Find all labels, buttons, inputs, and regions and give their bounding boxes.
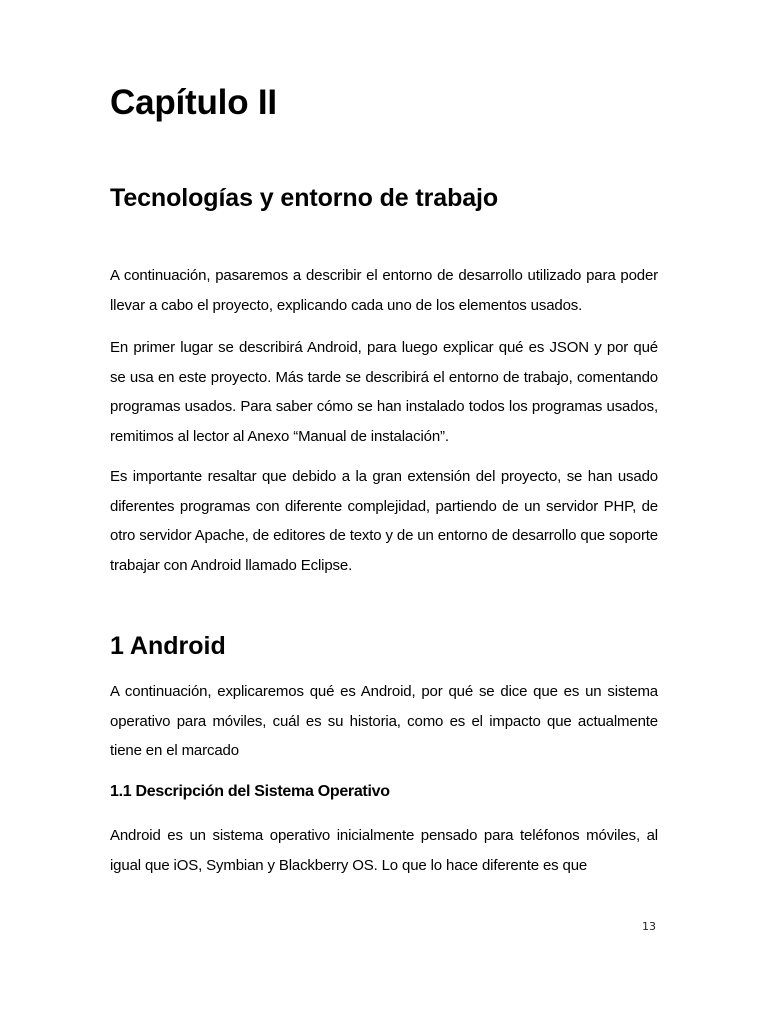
chapter-title: Capítulo II	[110, 83, 277, 122]
tools-paragraph: Es importante resaltar que debido a la gran extensión del proyecto, se han usado diferentes programas con diferente complejidad, partiendo de un servidor PHP, de otro servidor Apache, de editores de texto y de un entorno de desarrollo que soporte trabajar con Android llamado Eclipse.	[110, 468, 658, 574]
os-description-paragraph: Android es un sistema operativo inicialmente pensado para teléfonos móviles, al igual que iOS, Symbian y Blackberry OS. Lo que lo hace diferente es que	[110, 827, 658, 874]
android-paragraph: A continuación, explicaremos qué es Android, por qué se dice que es un sistema operativo para móviles, cuál es su historia, como es el impacto que actualmente tiene en el marcado	[110, 683, 658, 760]
intro-paragraph: A continuación, pasaremos a describir el entorno de desarrollo utilizado para poder llevar a cabo el proyecto, explicando cada uno de los elementos usados.	[110, 267, 658, 314]
android-heading: 1 Android	[110, 632, 226, 660]
section-title: Tecnologías y entorno de trabajo	[110, 184, 499, 212]
page-number: 13	[642, 920, 656, 933]
os-description-heading: 1.1 Descripción del Sistema Operativo	[110, 783, 390, 800]
overview-paragraph: En primer lugar se describirá Android, para luego explicar qué es JSON y por qué se usa en este proyecto. Más tarde se describirá el entorno de trabajo, comentando programas usados. Para saber cómo se han instalado todos los programas usados, remitimos al lector al Anexo “Manual de instalación”.	[110, 339, 658, 445]
